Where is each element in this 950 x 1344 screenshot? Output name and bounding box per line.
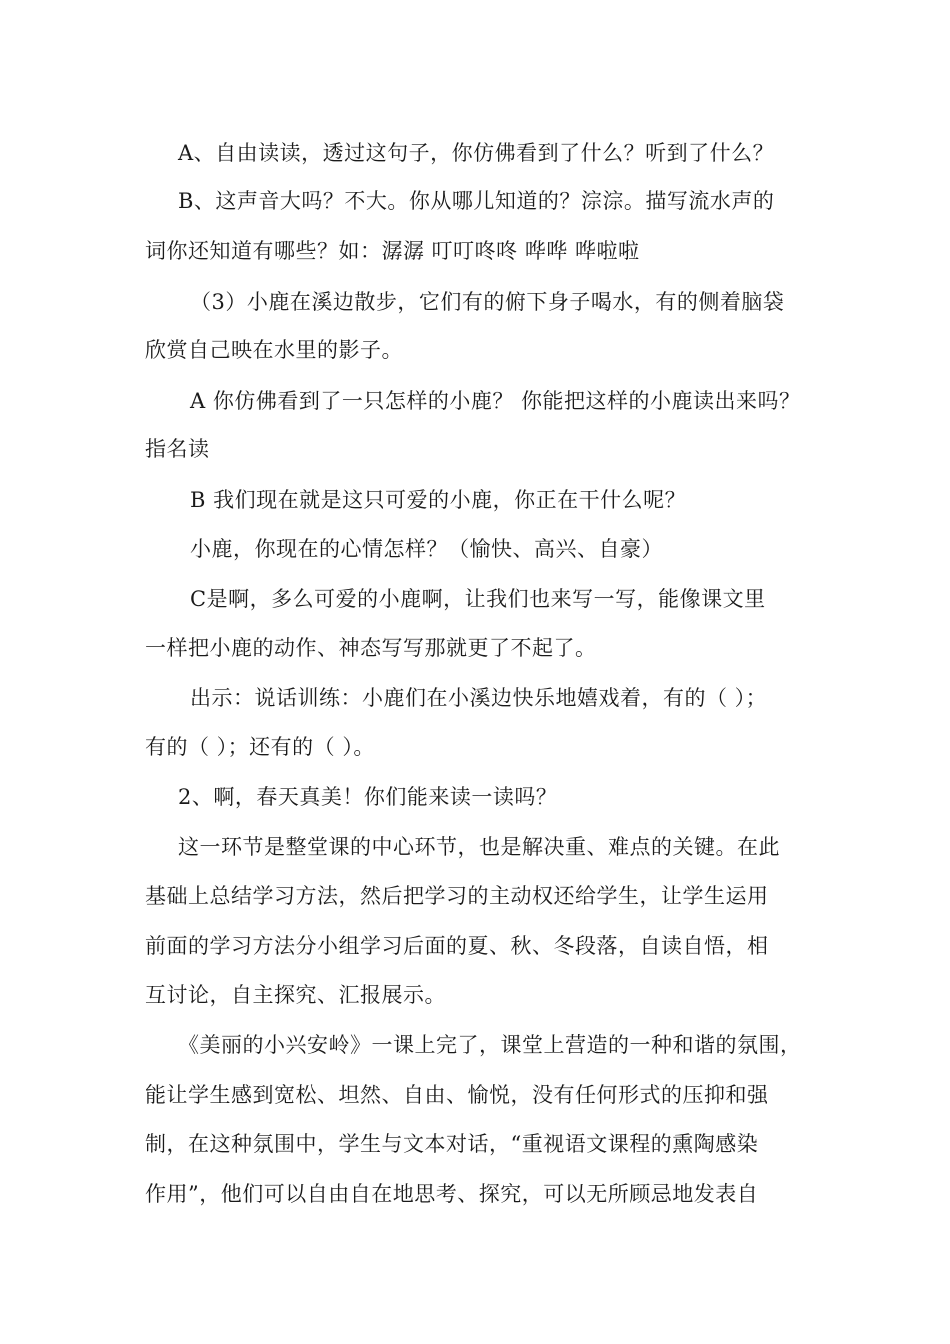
text-line: 能让学生感到宽松、坦然、自由、愉悦，没有任何形式的压抑和强: [145, 1083, 769, 1107]
text-line: 基础上总结学习方法，然后把学习的主动权还给学生，让学生运用: [145, 884, 769, 908]
text-line: 出示：说话训练：小鹿们在小溪边快乐地嬉戏着，有的（ ）；: [190, 686, 768, 710]
text-line: 一样把小鹿的动作、神态写写那就更了不起了。: [145, 636, 597, 660]
text-line: 这一环节是整堂课的中心环节，也是解决重、难点的关键。在此: [178, 835, 780, 859]
text-line: 有的（ ）；还有的（ ）。: [145, 735, 375, 759]
text-line: A、自由读读，透过这句子，你仿佛看到了什么？听到了什么？: [178, 141, 775, 165]
text-line: 词你还知道有哪些？如：潺潺 叮叮咚咚 哗哗 哗啦啦: [145, 239, 640, 263]
text-line: A 你仿佛看到了一只怎样的小鹿？ 你能把这样的小鹿读出来吗？: [190, 389, 801, 413]
text-line: 2、啊，春天真美！你们能来读一读吗？: [178, 785, 558, 809]
text-line: 互讨论，自主探究、汇报展示。: [145, 983, 446, 1007]
text-line: 欣赏自己映在水里的影子。: [145, 338, 403, 362]
text-line: C是啊，多么可爱的小鹿啊，让我们也来写一写，能像课文里: [190, 587, 766, 611]
text-line: 小鹿，你现在的心情怎样？（愉快、高兴、自豪）: [190, 537, 663, 561]
text-line: 制，在这种氛围中，学生与文本对话，“重视语文课程的熏陶感染: [145, 1132, 759, 1156]
text-line: （3）小鹿在溪边散步，它们有的俯下身子喝水，有的侧着脑袋: [190, 290, 785, 314]
text-line: B、这声音大吗？不大。你从哪儿知道的？淙淙。描写流水声的: [178, 189, 775, 213]
text-line: 前面的学习方法分小组学习后面的夏、秋、冬段落，自读自悟，相: [145, 934, 769, 958]
text-line: 作用”，他们可以自由自在地思考、探究，可以无所顾忌地发表自: [145, 1182, 759, 1206]
text-line: 指名读: [145, 437, 210, 461]
text-line: B 我们现在就是这只可爱的小鹿，你正在干什么呢？: [190, 488, 687, 512]
text-line: 《美丽的小兴安岭》一课上完了，课堂上营造的一种和谐的氛围，: [178, 1033, 802, 1057]
